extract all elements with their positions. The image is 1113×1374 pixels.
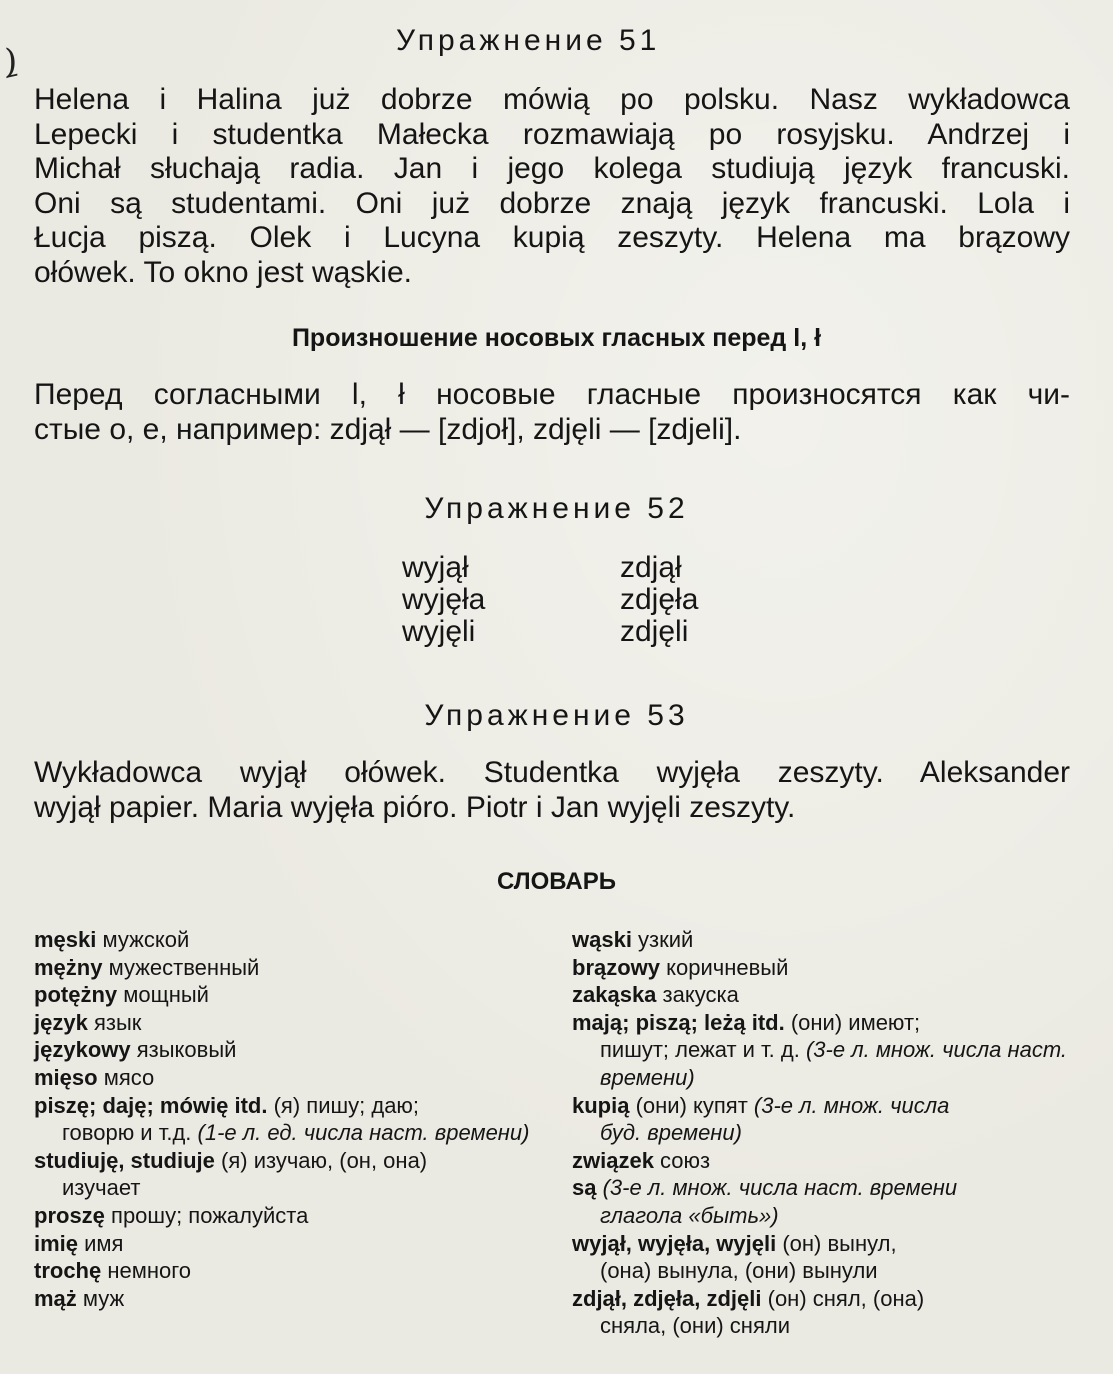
grammar-note: буд. времени) (600, 1120, 742, 1146)
polish-word: trochę (34, 1258, 102, 1284)
vocabulary-right-column (572, 926, 1072, 1340)
grammar-note: (3-е л. множ. числа наст. времени) (600, 1037, 1068, 1090)
exercise-53-text (34, 756, 1070, 825)
vocabulary-entry (572, 1174, 1072, 1229)
translation-continuation: сняла, (они) сняли (600, 1313, 790, 1339)
text-line: Michał słuchają radia. Jan i jego kolega studiują język francuski. (34, 152, 1070, 185)
word: wyjęła (402, 583, 486, 616)
russian-translation: (он) снял, (она) (761, 1285, 925, 1311)
vocabulary-entry (572, 926, 1072, 954)
word: zdjęła (620, 583, 699, 616)
exercise-52-column-2 (620, 552, 698, 648)
russian-translation: мужской (96, 927, 190, 952)
polish-word: związek (572, 1147, 654, 1173)
text-line: Lepecki i studentka Małecka rozmawiają po rosyjsku. Andrzej i (34, 117, 1070, 151)
pronunciation-text (34, 378, 1070, 447)
polish-word: wyjął, wyjęła, wyjęli (572, 1230, 777, 1256)
vocabulary-entry (34, 954, 534, 982)
text-line: ołówek. To okno jest wąskie. (34, 255, 412, 289)
vocabulary-entry (34, 1009, 534, 1037)
word: wyjął (402, 551, 469, 584)
polish-word: zakąska (572, 982, 657, 1008)
polish-word: mięso (34, 1064, 98, 1090)
word: zdjął (620, 551, 682, 584)
russian-translation: союз (653, 1147, 711, 1173)
vocabulary-entry (34, 1202, 534, 1230)
russian-translation: (они) купят (629, 1092, 754, 1118)
text-line: стые о, е, например: zdjął — [zdjoł], zdjęli — [zdjeli]. (34, 412, 742, 446)
entry-continuation (572, 1202, 1072, 1230)
russian-translation: коричневый (660, 954, 789, 980)
vocabulary-entry (572, 1285, 1072, 1340)
exercise-51-text (34, 83, 1070, 290)
vocabulary-entry (34, 1147, 534, 1202)
vocabulary-entry (34, 926, 534, 954)
vocabulary-left-column (34, 926, 534, 1312)
vocabulary-entry (34, 1230, 534, 1258)
russian-translation: (они) имеют; (784, 1009, 921, 1035)
entry-continuation (572, 1119, 1072, 1147)
grammar-note: (3-е л. множ. числа наст. времени (596, 1175, 958, 1201)
russian-translation: имя (78, 1230, 124, 1256)
exercise-52-column-1 (402, 552, 485, 648)
russian-translation: мощный (117, 982, 209, 1008)
polish-word: mąż (34, 1285, 77, 1311)
text-line: Łucja piszą. Olek i Lucyna kupią zeszyty. Helena ma brązowy (34, 221, 1070, 254)
polish-word: piszę; daję; mówię itd. (34, 1092, 268, 1118)
entry-continuation (572, 1312, 1072, 1340)
russian-translation: закуска (656, 982, 739, 1008)
russian-translation: мужественный (102, 954, 260, 980)
text-line: Перед согласными l, ł носовые гласные произносятся как чи- (34, 378, 1070, 411)
polish-word: proszę (34, 1202, 105, 1228)
polish-word: zdjął, zdjęła, zdjęli (572, 1285, 762, 1311)
russian-translation: (я) изучаю, (он, она) (214, 1147, 428, 1173)
text-line: Helena i Halina już dobrze mówią po polsku. Nasz wykładowca (34, 83, 1070, 116)
vocabulary-entry (572, 1230, 1072, 1285)
polish-word: mają; piszą; leżą itd. (572, 1009, 785, 1035)
polish-word: studiuję, studiuje (34, 1147, 215, 1173)
text-line: Oni są studentami. Oni już dobrze znają język francuski. Lola i (34, 186, 1070, 220)
russian-translation: прошу; пожалуйста (104, 1202, 309, 1228)
vocabulary-entry (572, 954, 1072, 982)
polish-word: językowy (34, 1037, 131, 1063)
polish-word: kupią (572, 1092, 630, 1118)
translation-continuation: говорю и т.д. (62, 1120, 198, 1146)
vocabulary-entry (34, 981, 534, 1009)
text-line: wyjął papier. Maria wyjęła pióro. Piotr i Jan wyjęli zeszyty. (34, 790, 796, 824)
entry-continuation (34, 1174, 534, 1202)
word: zdjęli (620, 615, 689, 648)
vocabulary-entry (572, 1147, 1072, 1175)
margin-mark: ِ) (4, 42, 18, 82)
russian-translation: узкий (631, 927, 694, 952)
entry-continuation (572, 1036, 1072, 1091)
pronunciation-heading: Произношение носовых гласных перед l, ł (291, 324, 822, 352)
textbook-page: ِ) Упражнение 51 Helena i Halina już dobrze mówią po polsku. Nasz wykładowca Lepecki i studentka Małecka rozmawiają po rosyjsku. Andrzej i Michał słuchają radia. Jan i jego kolega studiują język francuski. Oni są studentami. Oni już dobrze znają język francuski. Lola i Łucja piszą. Olek i Lucyna kupią zeszyty. Helena ma brązowy ołówek. To okno jest wąskie. Произношение носовых гласных перед l, ł Перед согласными l, ł носовые гласные произносятся как чи- стые о, е, например: zdjął — [zdjoł], zdjęli — [zdjeli]. Упражнение 52 wyjął wyjęła wyjęli zdjął zdjęła zdjęli Упражнение 53 Wykładowca wyjął ołówek. Studentka wyjęła zeszyty. Aleksander wyjął papier. Maria wyjęła pióro. Piotr i Jan wyjęli zeszyty. СЛОВАРЬ męski мужской mężny мужественный potężny мощный język язык językowy языковый mięso мясо piszę; daję; mówię itd. (я) пишу; даю; говорю и т.д. (1-е л. ед. числа наст. времени) studiuję, studiuje (я) изучаю, (он, она) изучает proszę прошу; пожалуйста imię имя trochę немного mąż муж wąski узкий brązowy коричневый zakąska закуска mają; piszą; leżą itd. (они) имеют; пишут; лежат и т. д. (3-е л. множ. числа наст. времени) kupią (они) купят (3-е л. множ. числа буд. времени) związek союз są (3-е л. множ. числа наст. времени глагола «быть») wyjął, wyjęła, wyjęli (он) вынул, (она) вынула, (они) вынули zdjął, zdjęła, zdjęli (он) снял, (она) сняла, (они) сняли (0, 0, 1113, 1374)
russian-translation: язык (87, 1009, 142, 1035)
exercise-53-heading: Упражнение 53 (424, 699, 689, 732)
vocabulary-entry (572, 1092, 1072, 1147)
vocabulary-entry (34, 1064, 534, 1092)
translation-continuation: пишут; лежат и т. д. (600, 1037, 806, 1063)
vocabulary-entry (34, 1036, 534, 1064)
russian-translation: муж (76, 1285, 125, 1311)
russian-translation: языковый (130, 1037, 237, 1063)
polish-word: są (572, 1175, 597, 1201)
translation-continuation: (она) вынула, (они) вынули (600, 1258, 878, 1284)
polish-word: potężny (34, 982, 118, 1008)
vocabulary-entry (34, 1257, 534, 1285)
russian-translation: (он) вынул, (776, 1230, 897, 1256)
exercise-52-heading: Упражнение 52 (424, 492, 689, 525)
vocabulary-entry (572, 1009, 1072, 1092)
word: wyjęli (402, 615, 476, 648)
vocabulary-entry (34, 1285, 534, 1313)
translation-continuation: изучает (62, 1175, 141, 1201)
text-line: Wykładowca wyjął ołówek. Studentka wyjęła zeszyty. Aleksander (34, 756, 1070, 789)
polish-word: imię (34, 1230, 79, 1256)
vocabulary-entry (34, 1092, 534, 1147)
russian-translation: (я) пишу; даю; (267, 1092, 420, 1118)
russian-translation: немного (101, 1258, 192, 1284)
polish-word: wąski (572, 927, 632, 952)
entry-continuation (572, 1257, 1072, 1285)
polish-word: mężny (34, 954, 103, 980)
vocabulary-title: СЛОВАРЬ (497, 868, 616, 895)
polish-word: brązowy (572, 954, 661, 980)
grammar-note: глагола «быть») (600, 1202, 779, 1228)
polish-word: męski (34, 927, 97, 952)
grammar-note: (1-е л. ед. числа наст. времени) (197, 1120, 530, 1146)
vocabulary-entry (572, 981, 1072, 1009)
polish-word: język (34, 1009, 88, 1035)
grammar-note: (3-е л. множ. числа (753, 1092, 950, 1118)
entry-continuation (34, 1119, 534, 1147)
russian-translation: мясо (97, 1064, 155, 1090)
